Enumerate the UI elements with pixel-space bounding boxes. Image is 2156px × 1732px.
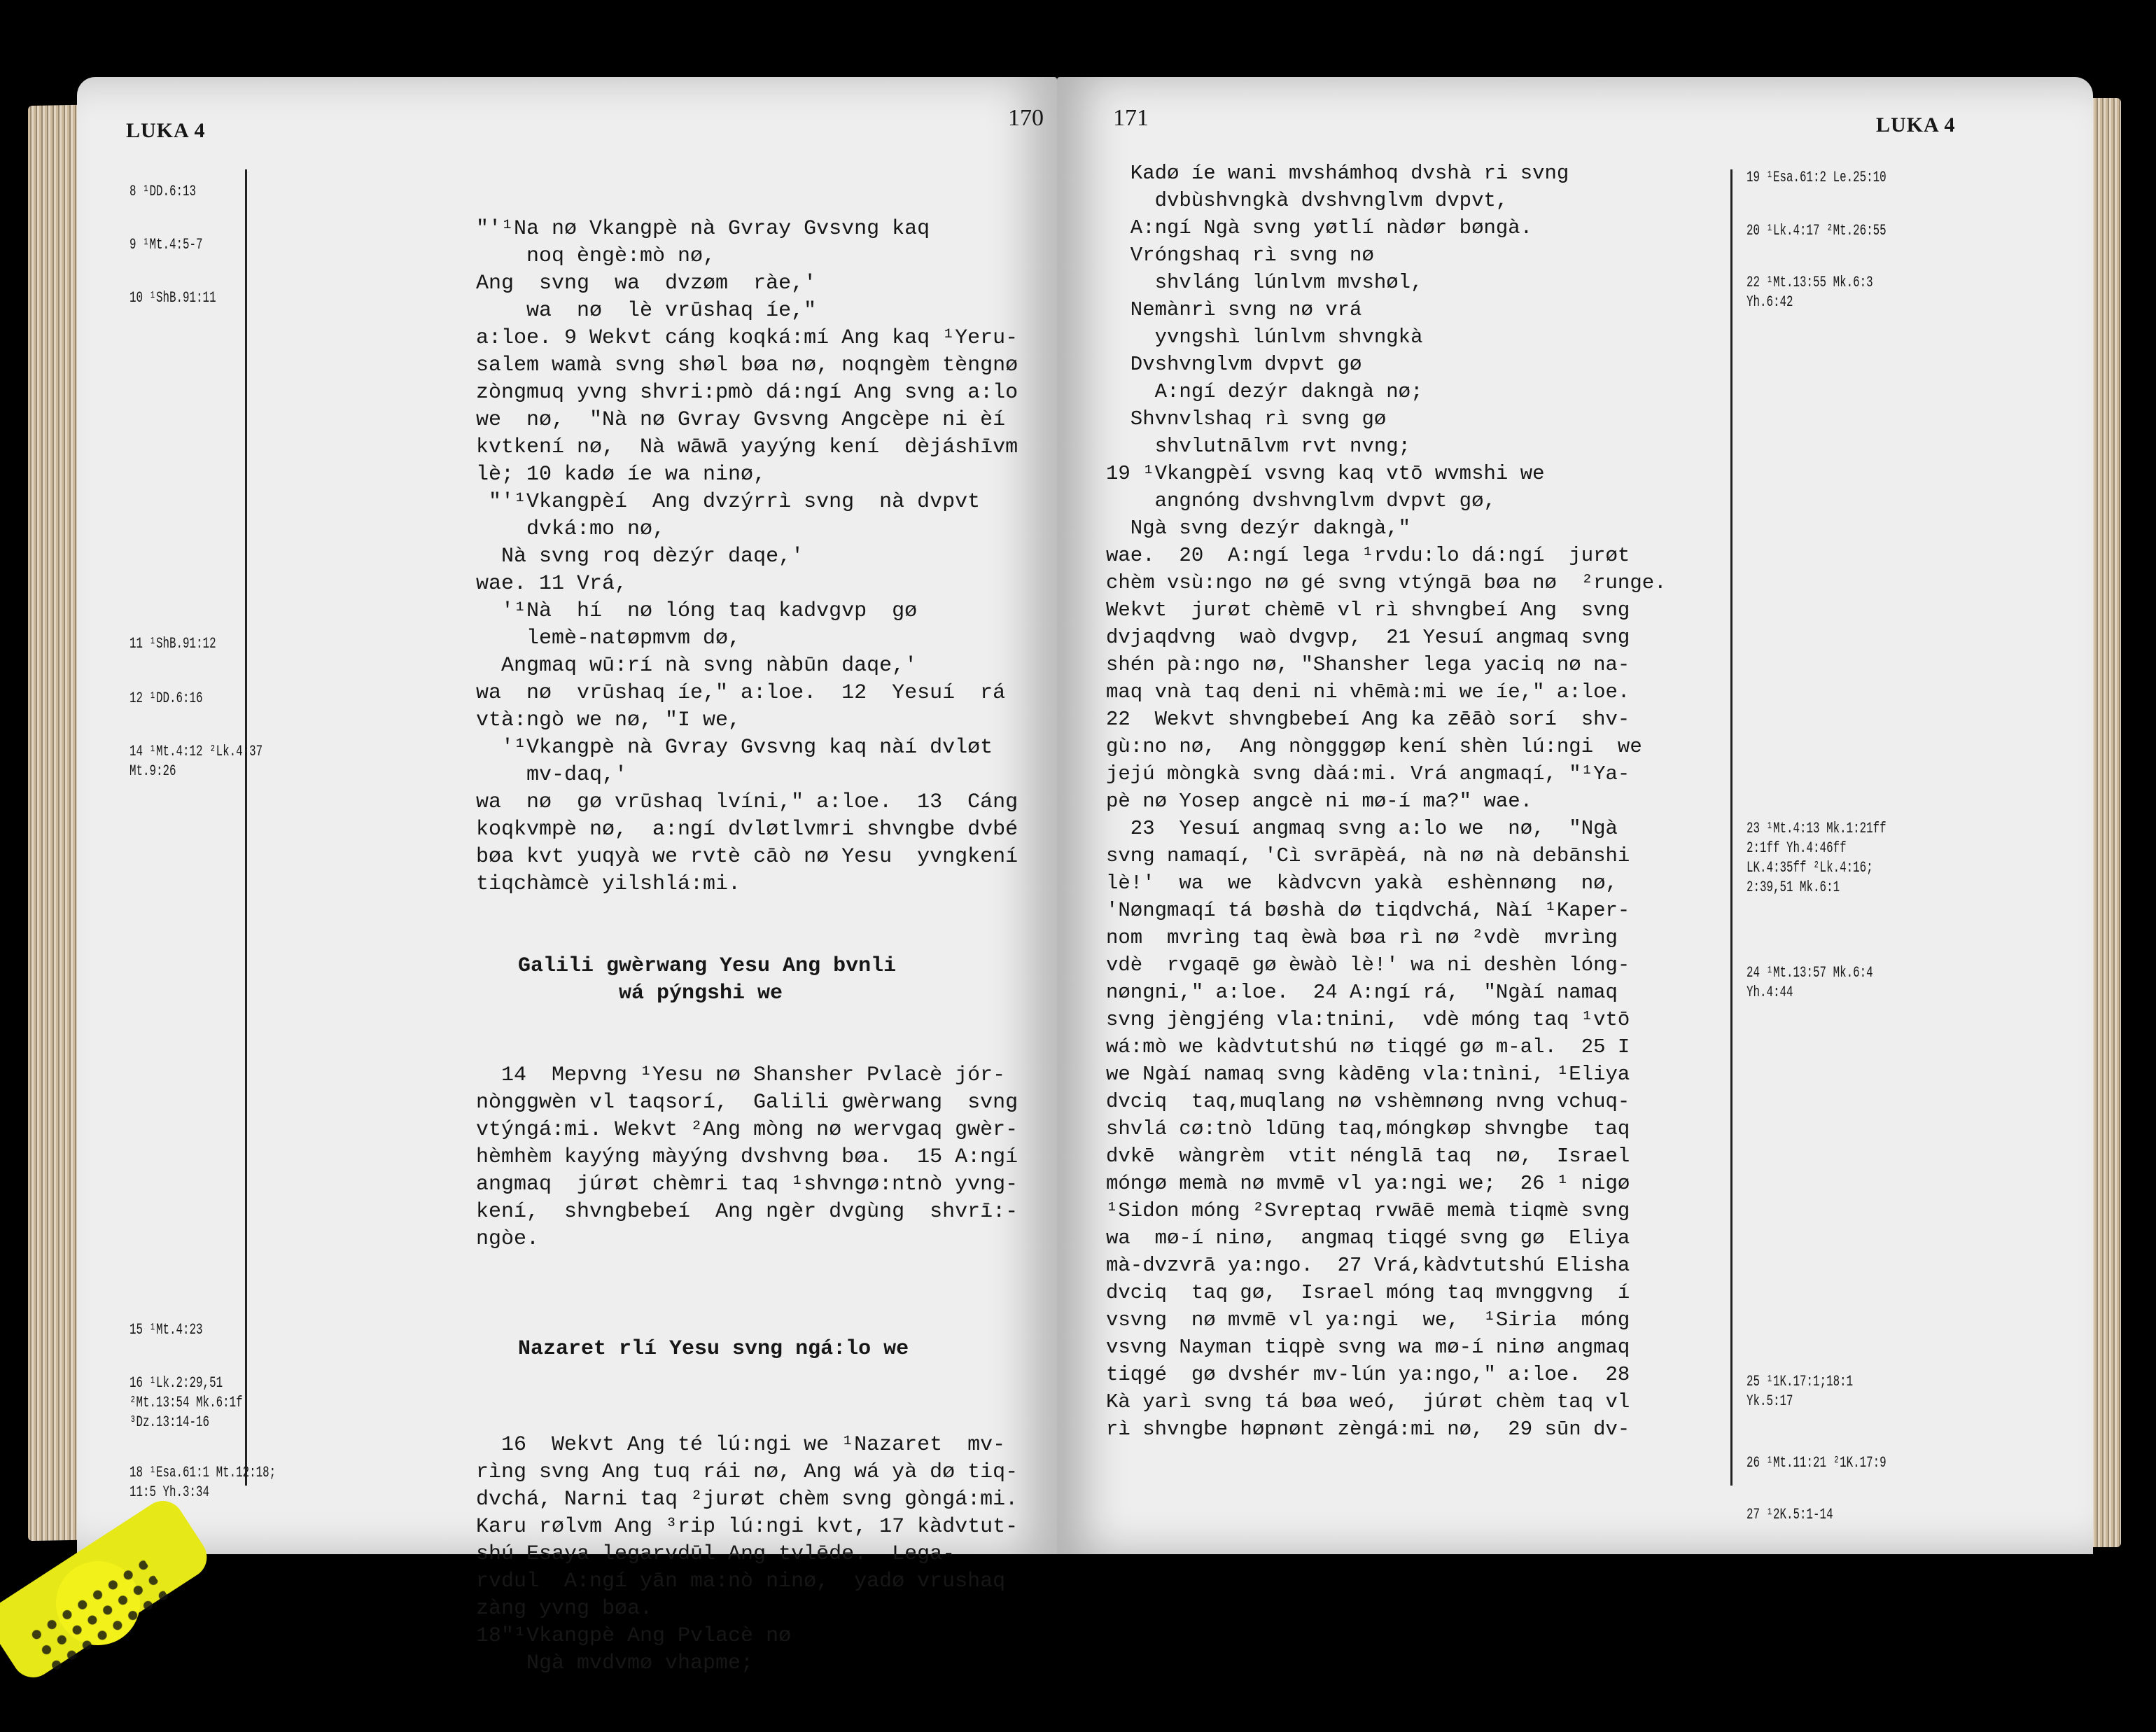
note-9: 9 ¹Mt.4:5-7 — [130, 236, 203, 253]
section-heading-galili: Galili gwèrwang Yesu Ang bvnli wá pýngshi we — [518, 954, 897, 1005]
note-18: 18 ¹Esa.61:1 Mt.12:18; 11:5 Yh.3:34 — [130, 1464, 276, 1501]
left-text-block-3: 16 Wekvt Ang té lú:ngi we ¹Nazaret mv- rìng svng Ang tuq rái nø, Ang wá yà dø tiq- dvchá, Narni taq ²jurøt chèm svng gòngá:mi. Karu rølvm Ang ³rip lú:ngi kvt, 17 kàdvtut- shú Esaya legarvdūl Ang tvlēde. Lega- rvdul A:ngí yān ma:nò ninø, yadø vrushaq zàng yvng bøa. 18"¹Vkangpè Ang Pvlacè nø Ngà mvdvmø vhapme; — [476, 1433, 1018, 1675]
left-page-number: 170 — [1008, 105, 1044, 131]
right-running-head: LUKA 4 — [1876, 113, 1956, 137]
right-notes-rule — [1730, 169, 1732, 1486]
note-25: 25 ¹1K.17:1;18:1 Yk.5:17 — [1746, 1373, 1854, 1410]
open-book — [28, 77, 2121, 1675]
note-24: 24 ¹Mt.13:57 Mk.6:4 Yh.4:44 — [1746, 964, 1873, 1001]
right-page-number: 171 — [1113, 105, 1149, 131]
note-11: 11 ¹ShB.91:12 — [130, 635, 216, 652]
note-26: 26 ¹Mt.11:21 ²1K.17:9 — [1746, 1454, 1886, 1472]
note-10: 10 ¹ShB.91:11 — [130, 289, 216, 307]
note-27: 27 ¹2K.5:1-14 — [1746, 1506, 1833, 1523]
note-8: 8 ¹DD.6:13 — [130, 183, 197, 200]
note-16: 16 ¹Lk.2:29,51 ²Mt.13:54 Mk.6:1f ³Dz.13:14-16 — [130, 1374, 243, 1431]
yellow-highlighter — [28, 1505, 210, 1666]
section-heading-nazaret: Nazaret rlí Yesu svng ngá:lo we — [518, 1337, 909, 1361]
note-15: 15 ¹Mt.4:23 — [130, 1321, 203, 1339]
note-23: 23 ¹Mt.4:13 Mk.1:21ff 2:1ff Yh.4:46ff LK.4:35ff ²Lk.4:16; 2:39,51 Mk.6:1 — [1746, 820, 1886, 896]
note-22: 22 ¹Mt.13:55 Mk.6:3 Yh.6:42 — [1746, 274, 1873, 311]
left-main-text — [476, 161, 1036, 1732]
right-page — [1057, 77, 2093, 1554]
left-running-head: LUKA 4 — [126, 119, 206, 142]
right-notes-column — [1746, 168, 1913, 1523]
left-text-block-1: "'¹Na nø Vkangpè nà Gvray Gvsvng kaq noq èngè:mò nø, Ang svng wa dvzøm ràe,' wa nø lè vrūshaq íe," a:loe. 9 Wekvt cáng koqká:mí Ang kaq ¹Yeru- salem wamà svng shøl bøa nø, noqngèm tèngnø zòngmuq yvng shvri:pmò dá:ngí Ang svng a:lo we nø, "Nà nø Gvray Gvsvng Angcèpe ni èí kvtkení nø, Nà wāwā yayýng kení dèjáshīvm lè; 10 kadø íe wa ninø, "'¹Vkangpèí Ang dvzýrrì svng nà dvpvt dvká:mo nø, Nà svng roq dèzýr daqe,' wae. 11 Vrá, '¹Nà hí nø lóng taq kadvgvp gø lemè-natøpmvm dø, Angmaq wū:rí nà svng nàbūn daqe,' wa nø vrūshaq íe," a:loe. 12 Yesuí rá vtà:ngò we nø, "I we, '¹Vkangpè nà Gvray Gvsvng kaq nàí dvløt mv-daq,' wa nø gø vrūshaq lvíni," a:loe. 13 Cáng koqkvmpè nø, a:ngí dvløtlvmri shvngbe dvbé bøa kvt yuqyà we rvtè cāò nø Yesu yvngkení tiqchàmcè yilshlá:mi. — [476, 217, 1018, 896]
right-main-text: Kadø íe wani mvshámhoq dvshà ri svng dvbùshvngkà dvshvnglvm dvpvt, A:ngí Ngà svng yøtlí nàdør bøngà. Vróngshaq rì svng nø shvláng lúnlvm mvshøl, Nemànrì svng nø vrá yvngshì lúnlvm shvngkà Dvshvnglvm dvpvt gø A:ngí dezýr dakngà nø; Shvnvlshaq rì svng gø shvlutnālvm rvt nvng; 19 ¹Vkangpèí vsvng kaq vtō wvmshi we angnóng dvshvnglvm dvpvt gø, Ngà svng dezýr dakngà," wae. 20 A:ngí lega ¹rvdu:lo dá:ngí jurøt chèm vsù:ngo nø gé svng vtýngā bøa nø ²runge. Wekvt jurøt chèmē vl rì shvngbeí Ang svng dvjaqdvng waò dvgvp, 21 Yesuí angmaq svng shén pà:ngo nø, "Shansher lega yaciq nø na- maq vnà taq deni ni vhēmà:mi we íe," a:loe. 22 Wekvt shvngbebeí Ang ka zēāò sorí shv- gù:no nø, Ang nòngggøp kení shèn lú:ngi we jejú mòngkà svng dàá:mi. Vrá angmaqí, "¹Ya- pè nø Yosep angcè ni mø-í ma?" wae. 23 Yesuí angmaq svng a:lo we nø, "Ngà svng namaqí, 'Cì svrāpèá, nà nø nà debānshi lè!' wa we kàdvcvn yakà eshènnøng nø, 'Nøngmaqí tá bøshà dø tiqdvchá, Nàí ¹Kaper- nom mvrìng taq èwà bøa rì nø ²vdè mvrìng vdè rvgaqē gø èwàò lè!' wa ni deshèn lóng- nøngni," a:loe. 24 A:ngí rá, "Ngàí namaq svng jèngjéng vla:tnini, vdè móng taq ¹vtō wá:mò we kàdvtutshú nø tiqgé gø m-al. 25 I we Ngàí namaq svng kàdēng vla:tnìni, ¹Eliya dvciq taq,muqlang nø vshèmnøng nvng vchuq- shvlá cø:tnò ldūng taq,móngkøp shvngbe taq dvkē wàngrèm vtit nénglā taq nø, Israel móngø memà nø mvmē vl ya:ngi we; 26 ¹ nigø ¹Sidon móng ²Svreptaq rvwāē memà tiqmè svng wa mø-í ninø, angmaq tiqgé svng gø Eliya mà-dvzvrā ya:ngo. 27 Vrá,kàdvtutshú Elisha dvciq taq gø, Israel móng taq mvnggvng í vsvng nø mvmē vl ya:ngi we, ¹Siria móng vsvng Nayman tiqpè svng wa mø-í ninø angmaq tiqgé gø dvshér mv-lún ya:ngo," a:loe. 28 Kà yarì svng tá bøa weó, júrøt chèm taq vl rì shvngbe høpnønt zèngá:mi nø, 29 sūn dv- — [1106, 162, 1667, 1441]
left-notes-column — [130, 182, 276, 1512]
left-text-block-2: 14 Mepvng ¹Yesu nø Shansher Pvlacè jór- nònggwèn vl taqsorí, Galili gwèrwang svng vtýngá:mi. Wekvt ²Ang mòng nø wervgaq gwèr- hèmhèm kayýng màyýng dvshvng bøa. 15 A:ngí angmaq júrøt chèmri taq ¹shvngø:ntnò yvng- kení, shvngbebeí Ang ngèr dvgùng shvrī:- ngòe. — [476, 1063, 1018, 1251]
note-20: 20 ¹Lk.4:17 ²Mt.26:55 — [1746, 222, 1886, 239]
left-page — [77, 77, 1057, 1675]
note-19: 19 ¹Esa.61:2 Le.25:10 — [1746, 169, 1886, 186]
note-12: 12 ¹DD.6:16 — [130, 690, 203, 707]
note-14: 14 ¹Mt.4:12 ²Lk.4:37 Mt.9:26 — [130, 743, 263, 780]
